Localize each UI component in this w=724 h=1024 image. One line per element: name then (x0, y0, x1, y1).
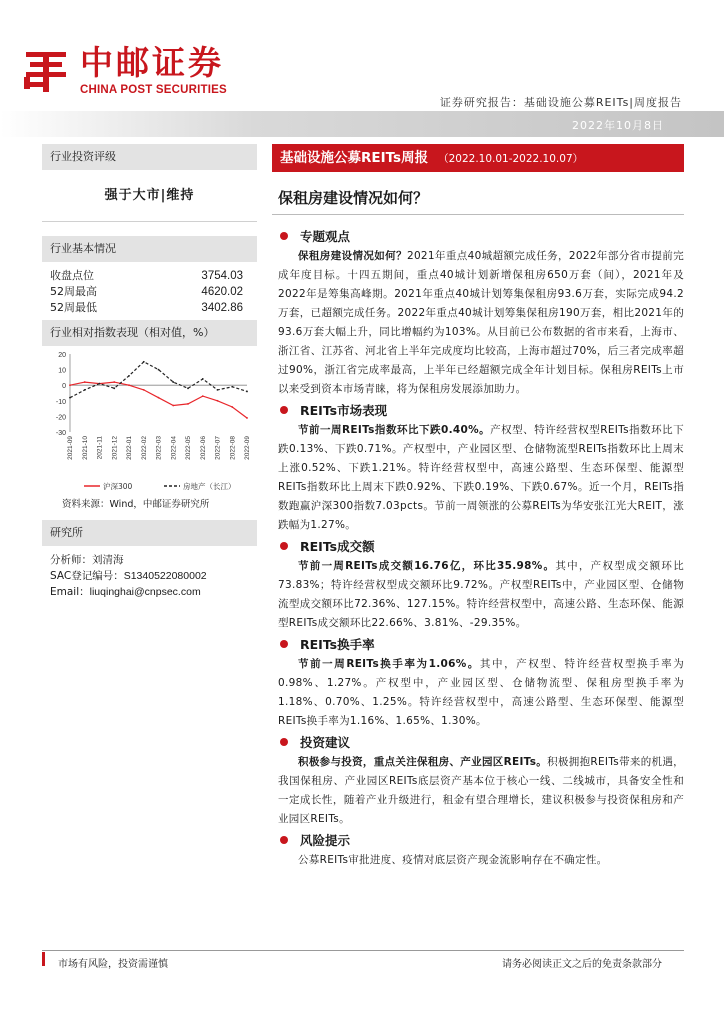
section-risk (272, 829, 684, 870)
report-title: 基础设施公募REITs周报 (280, 150, 429, 166)
section-text: 节前一周REITs成交额16.76亿，环比35.98%。其中，产权型成交额环比73.83%；特许经营权型成交额环比9.72%。产权型REITs中，产业园区型、仓储物流型成交额环比72.36%、127.15%。特许经营权型中，高速公路、生态环保、能源型REITs成交额环比22.66%、3.81%、-29.35%。 (278, 560, 684, 629)
series-point (128, 384, 130, 386)
analyst-value: 刘清海 (92, 554, 124, 566)
series-point (187, 403, 189, 405)
series-point (172, 405, 174, 407)
section-lead: 节前一周REITs成交额16.76亿，环比35.98%。 (298, 560, 556, 572)
analyst-name (42, 552, 257, 568)
report-title-bar (272, 144, 684, 172)
series-point (158, 397, 160, 399)
series-point (217, 389, 219, 391)
section-heading: 投资建议 (280, 731, 684, 753)
series-point (202, 378, 204, 380)
series-point (231, 406, 233, 408)
series-point (246, 391, 248, 393)
analyst-email (42, 584, 257, 600)
section-lead: 节前一周REITs指数环比下跌0.40%。 (298, 424, 491, 436)
legend-label: 房地产（长江） (183, 482, 236, 491)
series-point (143, 361, 145, 363)
bullet-icon (280, 406, 288, 414)
footer-risk-note: 市场有风险，投资需谨慎 (58, 959, 168, 970)
bullet-icon (280, 232, 288, 240)
x-tick-label: 2021-09 (67, 436, 74, 460)
section-heading: REITs市场表现 (280, 399, 684, 421)
section-topic (272, 225, 684, 399)
series-point (84, 381, 86, 383)
main-content (272, 144, 684, 870)
x-tick-label: 2022-01 (126, 436, 133, 460)
section-text: 积极参与投资，重点关注保租房、产业园区REITs。积极拥抱REITs带来的机遇，我国保租房、产业园区REITs底层资产基本位于核心一线、二线城市，具备安全性和一定成长性，随着产业升级进行，租金有望合理增长，建议积极参与投资保租房和产业园区REITs。 (278, 756, 684, 825)
y-tick-label: 10 (58, 367, 66, 375)
footer-mark (42, 952, 50, 966)
basics-label: 52周最高 (50, 285, 97, 298)
chart-svg (42, 346, 257, 498)
section-turnover-rate (272, 633, 684, 731)
legend-label: 沪深300 (103, 482, 133, 491)
basics-row (42, 284, 257, 300)
basics-value: 3402.86 (201, 302, 243, 314)
research-header: 研究所 (42, 520, 257, 546)
section-text: 节前一周REITs换手率为1.06%。其中，产权型、特许经营权型换手率为0.98%、1.27%。产权型中，产业园区型、仓储物流型、保租房型换手率为1.18%、0.70%、1.25%。特许经营权型中，高速公路型、生态环保型、能源型REITs换手率为1.16%、1.65%、1.30%。 (278, 658, 684, 727)
brand-name-en: CHINA POST SECURITIES (80, 84, 227, 96)
x-tick-label: 2022-09 (244, 436, 251, 460)
series-line-1 (70, 362, 247, 398)
footer-disclaimer: 请务必阅读正文之后的免责条款部分 (502, 959, 662, 970)
section-text: 公募REITs审批进度、疫情对底层资产现金流影响存在不确定性。 (298, 854, 608, 866)
series-point (113, 381, 115, 383)
y-tick-label: -20 (55, 414, 66, 422)
analyst-label: SAC登记编号： (50, 570, 124, 582)
section-heading: REITs换手率 (280, 633, 684, 655)
analyst-label: 分析师： (50, 554, 92, 566)
x-tick-label: 2022-05 (185, 436, 192, 460)
series-point (84, 389, 86, 391)
series-point (69, 384, 71, 386)
china-post-logo-icon (22, 46, 70, 94)
x-tick-label: 2021-10 (81, 436, 89, 460)
series-point (128, 375, 130, 377)
report-subtitle: 保租房建设情况如何？ (272, 186, 684, 215)
section-heading: 专题观点 (280, 225, 684, 247)
section-heading: REITs成交额 (280, 535, 684, 557)
bullet-icon (280, 640, 288, 648)
sidebar (42, 144, 257, 600)
section-text: 保租房建设情况如何？2021年重点40城超额完成任务，2022年部分省市提前完成年度目标。十四五期间，重点40城计划新增保租房650万套（间），2021年及2022年是筹集高峰期。2021年重点40城计划筹集保租房93.6万套，实际完成94.2万套，已超额完成任务。2022年重点40城计划筹集保租房190万套，相比2021年的93.6万套大幅上升，同比增幅约为103%。从目前已公布数据的省市来看，上海市、浙江省、江苏省、河北省上半年完成度均比较高，上海市超过70%，后三者完成率超过90%，浙江省完成率最高，上半年已经超额完成全年计划目标。保租房REITs上市以来受到资本市场青睐，将为保租房发展添加助力。 (278, 250, 684, 395)
series-point (158, 369, 160, 371)
x-tick-label: 2022-04 (170, 436, 178, 460)
report-type: 证券研究报告：基础设施公募REITs|周度报告 (439, 96, 682, 109)
chart-header: 行业相对指数表现（相对值，%） (42, 320, 257, 346)
section-lead: 节前一周REITs换手率为1.06%。 (298, 658, 480, 670)
basics-label: 52周最低 (50, 301, 97, 314)
section-text: 节前一周REITs指数环比下跌0.40%。产权型、特许经营权型REITs指数环比下跌0.13%、下跌0.71%。产权型中，产业园区型、仓储物流型REITs指数环比上周末上涨0.52%、下跌1.21%。特许经营权型中，高速公路型、生态环保型、能源型REITs指数环比上周末下跌0.92%、下跌0.19%、下跌0.67%。近一个月，REITs指数跑赢沪深300指数7.03pcts。节前一周领涨的公募REITs为华安张江光大REIT，涨跌幅为1.27%。 (278, 424, 684, 531)
series-point (246, 417, 248, 419)
basics-row (42, 268, 257, 284)
section-turnover-value (272, 535, 684, 633)
x-tick-label: 2022-03 (155, 436, 163, 460)
basics-header: 行业基本情况 (42, 236, 257, 262)
series-point (99, 383, 101, 385)
y-tick-label: -10 (55, 398, 66, 406)
x-tick-label: 2022-08 (229, 436, 237, 460)
report-date-range: （2022.10.01-2022.10.07） (438, 153, 584, 165)
analyst-sac (42, 568, 257, 584)
x-tick-label: 2022-02 (140, 436, 148, 460)
brand-name-cn: 中邮证券 (80, 43, 224, 82)
series-point (113, 387, 115, 389)
company-logo (22, 44, 232, 102)
series-point (143, 389, 145, 391)
y-tick-label: -30 (55, 430, 66, 437)
basics-label: 收盘点位 (50, 269, 94, 282)
basics-value: 3754.03 (201, 270, 243, 282)
y-tick-label: 20 (58, 352, 66, 359)
x-tick-label: 2022-06 (199, 436, 207, 460)
bullet-icon (280, 738, 288, 746)
section-lead: 积极参与投资，重点关注保租房、产业园区REITs。 (298, 756, 548, 768)
section-lead: 保租房建设情况如何？ (298, 250, 407, 262)
footer-divider (42, 950, 684, 951)
analyst-value: S1340522080002 (123, 570, 207, 582)
rating-value: 强于大市|维持 (104, 188, 195, 203)
bullet-icon (280, 836, 288, 844)
section-heading: 风险提示 (280, 829, 684, 851)
analyst-label: Email： (50, 586, 90, 598)
chart-source: 资料来源：Wind，中邮证券研究所 (62, 499, 210, 510)
divider (42, 208, 257, 222)
basics-row (42, 300, 257, 316)
x-tick-label: 2021-11 (96, 436, 104, 460)
y-tick-label: 0 (62, 383, 66, 391)
series-point (231, 386, 233, 388)
series-point (202, 395, 204, 397)
series-point (172, 381, 174, 383)
relative-index-chart (42, 346, 257, 498)
rating-header: 行业投资评级 (42, 144, 257, 170)
section-advice (272, 731, 684, 829)
series-point (187, 387, 189, 389)
bullet-icon (280, 542, 288, 550)
report-date: 2022年10月8日 (572, 119, 664, 132)
series-point (217, 400, 219, 402)
analyst-email-link[interactable]: liuqinghai@cnpsec.com (89, 586, 201, 598)
series-line-0 (70, 382, 247, 418)
series-point (69, 397, 71, 399)
basics-value: 4620.02 (201, 286, 243, 298)
x-tick-label: 2021-12 (111, 436, 119, 460)
x-tick-label: 2022-07 (214, 436, 222, 460)
section-market (272, 399, 684, 535)
